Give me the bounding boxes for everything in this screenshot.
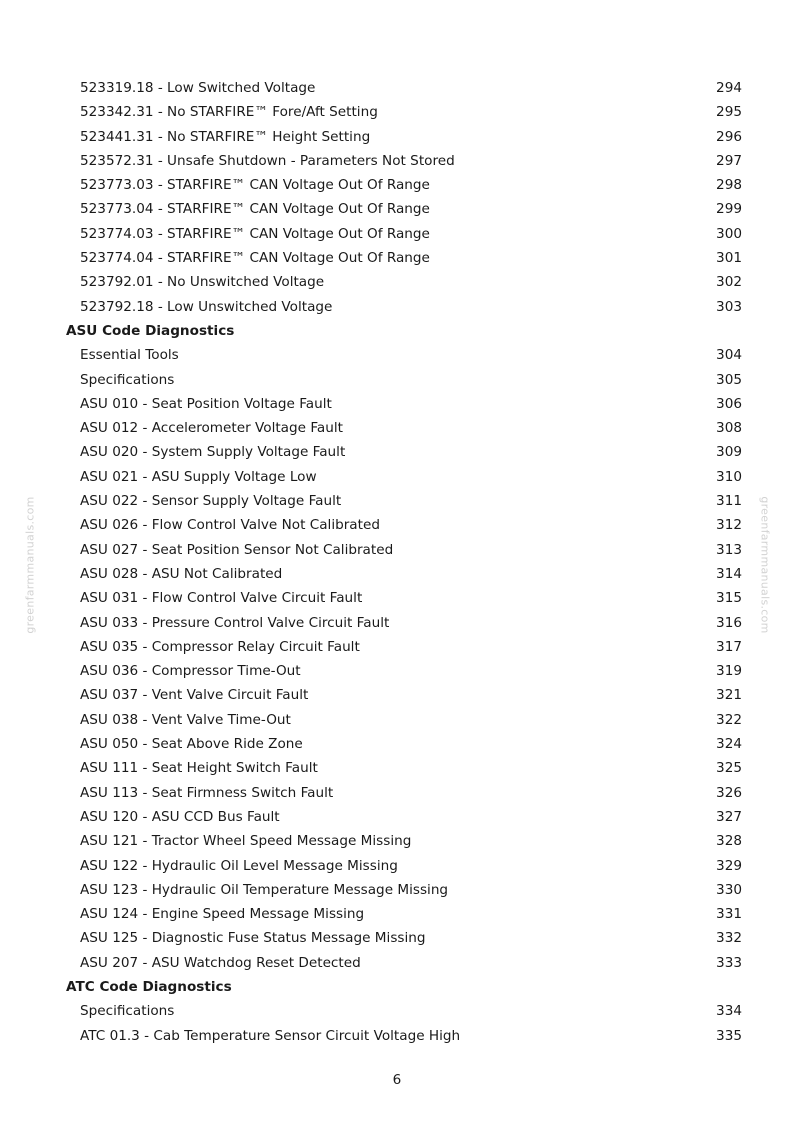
- toc-entry-page-number[interactable]: 306: [716, 395, 742, 412]
- toc-entry-title[interactable]: ASU 020 - System Supply Voltage Fault: [80, 444, 346, 461]
- toc-entry-title[interactable]: ASU 038 - Vent Valve Time-Out: [80, 711, 291, 728]
- page-number: 6: [392, 1072, 402, 1088]
- toc-entry-title[interactable]: 523792.01 - No Unswitched Voltage: [80, 274, 325, 291]
- toc-entry-title[interactable]: ASU 010 - Seat Position Voltage Fault: [80, 395, 332, 412]
- toc-entry-page-number[interactable]: 297: [716, 152, 742, 169]
- toc-entry[interactable]: [66, 659, 742, 683]
- toc-entry[interactable]: [66, 76, 742, 100]
- toc-entry-title[interactable]: 523441.31 - No STARFIRE™ Height Setting: [80, 128, 371, 145]
- toc-entry-title[interactable]: ASU 123 - Hydraulic Oil Temperature Message Missing: [80, 881, 449, 898]
- toc-entry[interactable]: [66, 173, 742, 197]
- toc-entry[interactable]: [66, 926, 742, 950]
- toc-entry-title[interactable]: ASU 111 - Seat Height Switch Fault: [80, 760, 318, 777]
- toc-entry[interactable]: [66, 392, 742, 416]
- toc-entry[interactable]: [66, 999, 742, 1023]
- toc-entry-page-number[interactable]: 309: [716, 444, 742, 461]
- toc-entry[interactable]: [66, 100, 742, 124]
- toc-entry-page-number[interactable]: 312: [716, 517, 742, 534]
- toc-entry-page-number[interactable]: 329: [716, 857, 742, 874]
- toc-entry-title[interactable]: ASU 125 - Diagnostic Fuse Status Message Missing: [80, 930, 426, 947]
- toc-entry[interactable]: [66, 513, 742, 537]
- toc-entry-page-number[interactable]: 332: [716, 930, 742, 947]
- toc-entry[interactable]: [66, 270, 742, 294]
- toc-entry[interactable]: [66, 878, 742, 902]
- toc-entry-page-number[interactable]: 298: [716, 177, 742, 194]
- toc-entry[interactable]: [66, 440, 742, 464]
- toc-entry-page-number[interactable]: 316: [716, 614, 742, 631]
- toc-entry[interactable]: [66, 635, 742, 659]
- toc-entry-page-number[interactable]: 302: [716, 274, 742, 291]
- toc-entry-page-number[interactable]: 296: [716, 128, 742, 145]
- toc-entry-page-number[interactable]: 331: [716, 906, 742, 923]
- toc-entry-title[interactable]: ASU 122 - Hydraulic Oil Level Message Missing: [80, 857, 398, 874]
- toc-entry-title[interactable]: ATC 01.3 - Cab Temperature Sensor Circuit Voltage High: [80, 1027, 461, 1044]
- toc-entry-title[interactable]: 523773.04 - STARFIRE™ CAN Voltage Out Of Range: [80, 201, 430, 218]
- toc-entry-title[interactable]: ASU 036 - Compressor Time-Out: [80, 663, 301, 680]
- table-of-contents: [66, 76, 742, 1048]
- toc-entry-title[interactable]: Specifications: [80, 1003, 175, 1020]
- toc-entry-title[interactable]: Specifications: [80, 371, 175, 388]
- toc-entry[interactable]: [66, 197, 742, 221]
- toc-entry[interactable]: [66, 805, 742, 829]
- toc-entry[interactable]: [66, 951, 742, 975]
- toc-entry-page-number[interactable]: 328: [716, 833, 742, 850]
- toc-entry[interactable]: [66, 756, 742, 780]
- toc-entry-title[interactable]: ASU 021 - ASU Supply Voltage Low: [80, 468, 317, 485]
- toc-entry-title[interactable]: ASU 033 - Pressure Control Valve Circuit Fault: [80, 614, 390, 631]
- toc-entry[interactable]: [66, 683, 742, 707]
- toc-entry[interactable]: [66, 538, 742, 562]
- toc-entry-title[interactable]: 523342.31 - No STARFIRE™ Fore/Aft Setting: [80, 104, 378, 121]
- toc-entry-title[interactable]: Essential Tools: [80, 347, 179, 364]
- toc-entry-title[interactable]: ASU 050 - Seat Above Ride Zone: [80, 736, 303, 753]
- toc-entry-title[interactable]: ASU 124 - Engine Speed Message Missing: [80, 906, 365, 923]
- toc-entry-page-number[interactable]: 311: [716, 493, 742, 510]
- toc-entry-title[interactable]: 523773.03 - STARFIRE™ CAN Voltage Out Of Range: [80, 177, 430, 194]
- toc-entry-page-number[interactable]: 327: [716, 808, 742, 825]
- toc-entry-title[interactable]: ASU 026 - Flow Control Valve Not Calibrated: [80, 517, 380, 534]
- toc-entry-page-number[interactable]: 303: [716, 298, 742, 315]
- toc-entry-page-number[interactable]: 308: [716, 420, 742, 437]
- toc-entry-page-number[interactable]: 315: [716, 590, 742, 607]
- watermark-right: greenfarmmanuals.com: [758, 496, 772, 634]
- toc-entry[interactable]: [66, 222, 742, 246]
- toc-entry-title[interactable]: ASU 022 - Sensor Supply Voltage Fault: [80, 493, 342, 510]
- toc-entry-page-number[interactable]: 295: [716, 104, 742, 121]
- toc-entry-page-number[interactable]: 305: [716, 371, 742, 388]
- watermark-left: greenfarmmanuals.com: [23, 496, 37, 634]
- section-heading-title: ASU Code Diagnostics: [66, 322, 235, 339]
- toc-entry[interactable]: [66, 902, 742, 926]
- section-heading-title: ATC Code Diagnostics: [66, 978, 232, 995]
- toc-entry[interactable]: [66, 732, 742, 756]
- toc-entry-page-number[interactable]: 333: [716, 954, 742, 971]
- toc-entry-page-number[interactable]: 321: [716, 687, 742, 704]
- toc-section-heading: [66, 319, 742, 343]
- toc-entry[interactable]: [66, 489, 742, 513]
- toc-entry[interactable]: [66, 1024, 742, 1048]
- toc-entry-title[interactable]: ASU 121 - Tractor Wheel Speed Message Missing: [80, 833, 412, 850]
- toc-entry-title[interactable]: ASU 037 - Vent Valve Circuit Fault: [80, 687, 309, 704]
- toc-entry-title[interactable]: 523792.18 - Low Unswitched Voltage: [80, 298, 333, 315]
- toc-entry-title[interactable]: ASU 031 - Flow Control Valve Circuit Fault: [80, 590, 363, 607]
- toc-entry[interactable]: [66, 611, 742, 635]
- toc-entry-title[interactable]: ASU 207 - ASU Watchdog Reset Detected: [80, 954, 361, 971]
- toc-entry[interactable]: [66, 368, 742, 392]
- toc-section-heading: [66, 975, 742, 999]
- toc-entry-title[interactable]: ASU 012 - Accelerometer Voltage Fault: [80, 420, 343, 437]
- toc-entry[interactable]: [66, 465, 742, 489]
- toc-entry-page-number[interactable]: 319: [716, 663, 742, 680]
- toc-entry-title[interactable]: ASU 120 - ASU CCD Bus Fault: [80, 808, 280, 825]
- toc-entry[interactable]: [66, 149, 742, 173]
- toc-entry-page-number[interactable]: 301: [716, 250, 742, 267]
- toc-entry[interactable]: [66, 343, 742, 367]
- toc-entry-page-number[interactable]: 325: [716, 760, 742, 777]
- toc-entry-page-number[interactable]: 313: [716, 541, 742, 558]
- toc-entry[interactable]: [66, 562, 742, 586]
- toc-entry-title[interactable]: 523774.03 - STARFIRE™ CAN Voltage Out Of Range: [80, 225, 430, 242]
- toc-entry-page-number[interactable]: 330: [716, 881, 742, 898]
- toc-entry-page-number[interactable]: 335: [716, 1027, 742, 1044]
- toc-entry-page-number[interactable]: 324: [716, 736, 742, 753]
- toc-entry[interactable]: [66, 781, 742, 805]
- toc-entry-page-number[interactable]: 314: [716, 565, 742, 582]
- toc-entry-page-number[interactable]: 299: [716, 201, 742, 218]
- toc-entry-page-number[interactable]: 317: [716, 638, 742, 655]
- toc-entry-title[interactable]: ASU 027 - Seat Position Sensor Not Calibrated: [80, 541, 394, 558]
- toc-entry[interactable]: [66, 416, 742, 440]
- toc-entry-title[interactable]: ASU 028 - ASU Not Calibrated: [80, 565, 283, 582]
- toc-entry[interactable]: [66, 125, 742, 149]
- toc-entry-page-number[interactable]: 322: [716, 711, 742, 728]
- toc-entry[interactable]: [66, 708, 742, 732]
- toc-entry[interactable]: [66, 854, 742, 878]
- toc-entry-page-number[interactable]: 300: [716, 225, 742, 242]
- toc-entry-title[interactable]: 523572.31 - Unsafe Shutdown - Parameters Not Stored: [80, 152, 455, 169]
- toc-entry[interactable]: [66, 586, 742, 610]
- toc-entry[interactable]: [66, 246, 742, 270]
- toc-entry[interactable]: [66, 829, 742, 853]
- toc-entry-page-number[interactable]: 310: [716, 468, 742, 485]
- toc-entry-page-number[interactable]: 304: [716, 347, 742, 364]
- toc-entry-title[interactable]: 523774.04 - STARFIRE™ CAN Voltage Out Of Range: [80, 250, 430, 267]
- toc-entry-page-number[interactable]: 294: [716, 80, 742, 96]
- toc-entry-title[interactable]: ASU 035 - Compressor Relay Circuit Fault: [80, 638, 360, 655]
- toc-entry-title[interactable]: 523319.18 - Low Switched Voltage: [80, 80, 316, 96]
- toc-entry-page-number[interactable]: 326: [716, 784, 742, 801]
- toc-entry[interactable]: [66, 295, 742, 319]
- toc-entry-page-number[interactable]: 334: [716, 1003, 742, 1020]
- toc-entry-title[interactable]: ASU 113 - Seat Firmness Switch Fault: [80, 784, 334, 801]
